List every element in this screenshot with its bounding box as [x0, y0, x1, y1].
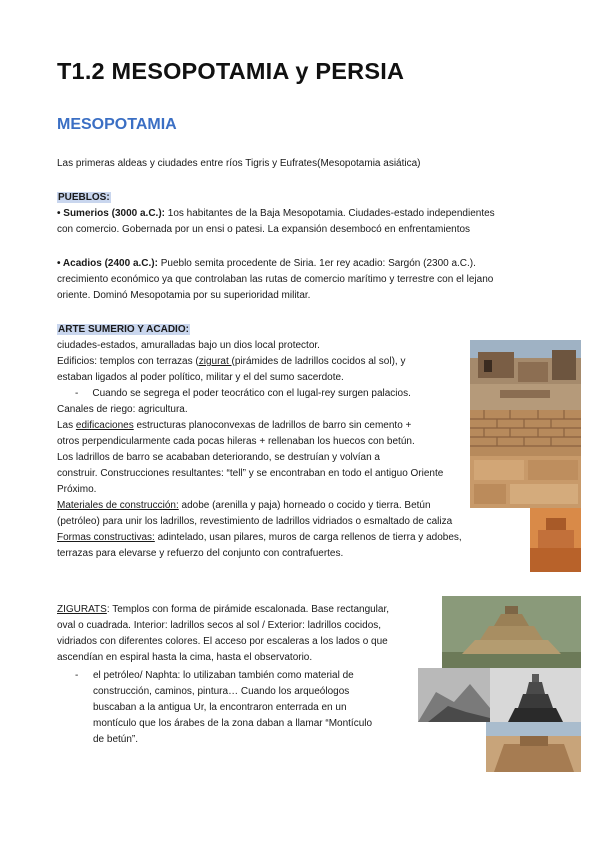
zigurats-bullet-line-5: de betún”.	[93, 734, 139, 745]
page-title: T1.2 MESOPOTAMIA y PERSIA	[57, 58, 405, 84]
arte-line-2: Edificios: templos con terrazas (zigurat (pirámides de ladrillos cocidos al sol), y	[57, 356, 406, 367]
sumerios-label: • Sumerios (3000 a.C.):	[57, 208, 165, 219]
zigurats-bullet-line-1: el petróleo/ Naphta: lo utilizaban también como material de	[93, 670, 354, 681]
arte-line-10: Próximo.	[57, 484, 97, 495]
arte-line-11: Materiales de construcción: adobe (arenilla y paja) horneado o cocido y tierra. Betún	[57, 500, 431, 511]
section-heading: MESOPOTAMIA	[57, 116, 177, 133]
acadios-line-1: • Acadios (2400 a.C.): Pueblo semita procedente de Siria. 1er rey acadio: Sargón (2300 a.C.).	[57, 258, 476, 269]
pueblos-heading: PUEBLOS:	[58, 192, 110, 203]
sumerios-line-2: con comercio. Gobernada por un ensi o patesi. La expansión desembocó en enfrentamientos	[57, 224, 471, 235]
arte-line-14: terrazas para elevarse y refuerzo del conjunto con contrafuertes.	[57, 548, 344, 559]
acadios-line-3: oriente. Dominó Mesopotamia por su superioridad militar.	[57, 290, 311, 301]
zigurats-line-2: oval o cuadrada. Interior: ladrillos secos al sol / Exterior: ladrillos cocidos,	[57, 620, 382, 631]
arte-line-8: Los ladrillos de barro se acababan deteriorando, se destruían y volvían a	[57, 452, 380, 463]
ziggurat-reconstruction-photo	[442, 596, 581, 668]
sumerios-line-1: • Sumerios (3000 a.C.): 1os habitantes de la Baja Mesopotamia. Ciudades-estado independientes	[57, 208, 495, 219]
zigurats-line-4: ascendían en espiral hasta la cima, hasta el observatorio.	[57, 652, 313, 663]
acadios-label: • Acadios (2400 a.C.):	[57, 258, 158, 269]
arte-heading: ARTE SUMERIO Y ACADIO:	[58, 324, 189, 335]
brick-wall-photo	[470, 410, 581, 456]
arte-line-4: - Cuando se segrega el poder teocrático con el lugal-rey surgen palacios.	[75, 388, 411, 399]
arte-line-9: construir. Construcciones resultantes: “tell” y se encontraban en todo el antiguo Oriente	[57, 468, 444, 479]
ziggurat-remains-photo	[530, 508, 581, 572]
arte-line-13: Formas constructivas: adintelado, usan pilares, muros de carga rellenos de tierra y adobes,	[57, 532, 462, 543]
zigurats-bullet-dash: -	[75, 670, 79, 681]
intro-text: Las primeras aldeas y ciudades entre ríos Tigris y Eufrates(Mesopotamia asiática)	[57, 158, 421, 169]
ruins-photo	[470, 340, 581, 410]
arte-line-5: Canales de riego: agricultura.	[57, 404, 188, 415]
zigurats-bullet-line-2: construcción, caminos, pintura… Cuando los arqueólogos	[93, 686, 350, 697]
zigurats-line-3: vidriados con diferentes colores. El acceso por escaleras a los lados o que	[57, 636, 388, 647]
zigurats-bullet-line-4: montículo que los árabes de la zona daban a llamar “Montículo	[93, 718, 373, 729]
acadios-line-2: crecimiento económico ya que controlaban las rutas de comercio marítimo y terrestre con el lejano	[57, 274, 494, 285]
bitumen-mound-photo	[418, 668, 490, 722]
arte-line-12: (petróleo) para unir los ladrillos, revestimiento de ladrillos vidriados o esmaltado de caliza	[57, 516, 453, 527]
brick-closeup-photo	[470, 456, 581, 508]
arte-line-6: Las edificaciones estructuras planoconvexas de ladrillos de barro sin cemento +	[57, 420, 412, 431]
arte-line-3: estaban ligados al poder político, militar y el del sumo sacerdote.	[57, 372, 344, 383]
arte-line-7: otros perpendicularmente cada pocas hileras + rellenaban los huecos con betún.	[57, 436, 415, 447]
zigurats-line-1: ZIGURATS: Templos con forma de pirámide escalonada. Base rectangular,	[57, 604, 390, 615]
ziggurat-drawing-photo	[490, 668, 581, 722]
excavation-photo	[486, 722, 581, 772]
zigurats-bullet-line-3: buscaban a la antigua Ur, la encontraron enterrada en un	[93, 702, 347, 713]
arte-line-1: ciudades-estados, amuralladas bajo un dios local protector.	[57, 340, 320, 351]
